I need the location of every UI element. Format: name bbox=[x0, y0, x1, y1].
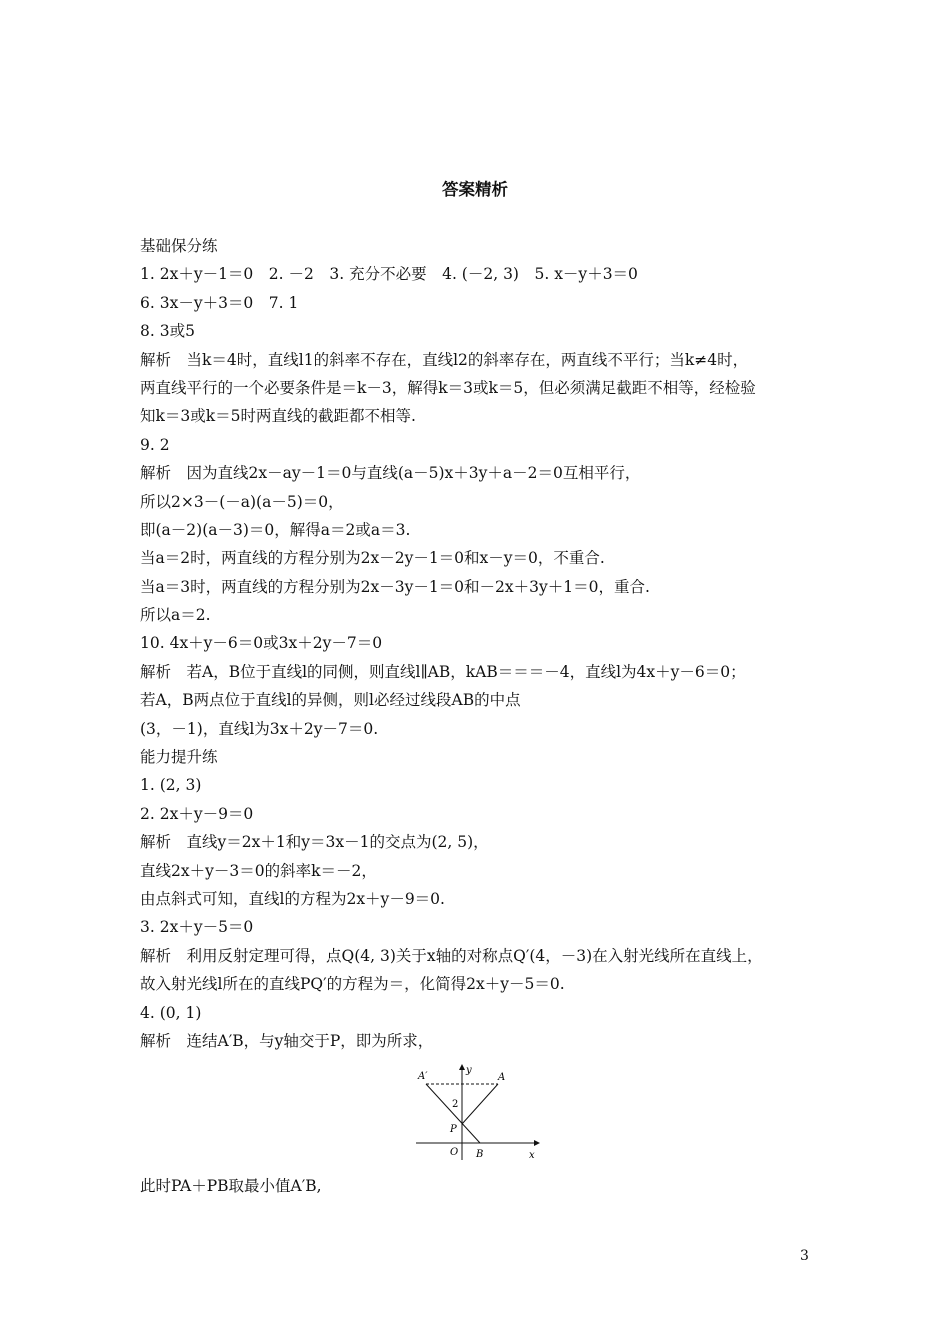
explanation-line: 解析 连结A′B，与y轴交于P，即为所求， bbox=[140, 1031, 434, 1050]
section-heading: 能力提升练 bbox=[140, 748, 218, 767]
explanation-line: (3，－1)，直线l为3x＋2y－7＝0. bbox=[140, 719, 379, 738]
explanation-line: 若A，B两点位于直线l的异侧，则l必经过线段AB的中点 bbox=[140, 691, 521, 710]
label-p: P bbox=[450, 1124, 457, 1135]
label-x-axis: x bbox=[529, 1150, 535, 1161]
page-title: 答案精析 bbox=[442, 180, 508, 199]
answer-line: 9. 2 bbox=[140, 435, 170, 454]
section-heading: 基础保分练 bbox=[140, 237, 218, 255]
answer-line: 6. 3x－y＋3＝0 7. 1 bbox=[140, 293, 299, 312]
explanation-line: 知k＝3或k＝5时两直线的截距都不相等. bbox=[140, 407, 416, 426]
explanation-line: 两直线平行的一个必要条件是＝k－3，解得k＝3或k＝5，但必须满足截距不相等，经检验 bbox=[140, 378, 756, 397]
explanation-line: 故入射光线l所在的直线PQ′的方程为＝，化简得2x＋y－5＝0. bbox=[140, 975, 565, 994]
answer-line: 1. (2, 3) bbox=[140, 776, 202, 795]
explanation-line: 所以2×3－(－a)(a－5)＝0， bbox=[140, 492, 344, 511]
explanation-line: 解析 利用反射定理可得，点Q(4, 3)关于x轴的对称点Q′(4，－3)在入射光线所在直线上， bbox=[140, 946, 763, 965]
explanation-line: 直线2x＋y－3＝0的斜率k＝－2， bbox=[140, 861, 377, 880]
explanation-line: 由点斜式可知，直线l的方程为2x＋y－9＝0. bbox=[140, 889, 445, 908]
answer-line: 1. 2x＋y－1＝0 2. －2 3. 充分不必要 4. (－2, 3) 5. x－y＋3＝0 bbox=[140, 265, 638, 284]
label-o: O bbox=[450, 1147, 459, 1158]
reflection-figure bbox=[412, 1062, 542, 1162]
conclusion-line: 此时PA＋PB取最小值A′B, bbox=[140, 1177, 322, 1195]
label-b: B bbox=[476, 1149, 484, 1160]
explanation-line: 所以a＝2. bbox=[140, 606, 211, 625]
label-a-prime: A′ bbox=[418, 1071, 428, 1082]
explanation-line: 当a＝3时，两直线的方程分别为2x－3y－1＝0和－2x＋3y＋1＝0，重合. bbox=[140, 577, 650, 596]
answer-text-block bbox=[140, 232, 820, 1055]
segment-a-p bbox=[462, 1084, 498, 1124]
answer-line: 8. 3或5 bbox=[140, 322, 195, 341]
explanation-line: 解析 若A，B位于直线l的同侧，则直线l∥AB，kAB＝＝＝－4，直线l为4x＋y－6＝0； bbox=[140, 662, 746, 681]
answer-line: 4. (0, 1) bbox=[140, 1003, 202, 1022]
answer-line: 3. 2x＋y－5＝0 bbox=[140, 918, 254, 937]
explanation-line: 即(a－2)(a－3)＝0，解得a＝2或a＝3. bbox=[140, 520, 411, 539]
explanation-line: 当a＝2时，两直线的方程分别为2x－2y－1＝0和x－y＝0，不重合. bbox=[140, 549, 605, 568]
label-two: 2 bbox=[452, 1099, 459, 1110]
label-y-axis: y bbox=[466, 1065, 472, 1076]
explanation-line: 解析 当k＝4时，直线l1的斜率不存在，直线l2的斜率存在，两直线不平行；当k≠4时， bbox=[140, 350, 749, 369]
label-a: A bbox=[498, 1072, 506, 1083]
explanation-line: 解析 因为直线2x－ay－1＝0与直线(a－5)x＋3y＋a－2＝0互相平行， bbox=[140, 464, 641, 483]
page-number: 3 bbox=[800, 1248, 809, 1264]
answer-line: 2. 2x＋y－9＝0 bbox=[140, 804, 254, 823]
explanation-line: 解析 直线y＝2x＋1和y＝3x－1的交点为(2, 5)， bbox=[140, 833, 489, 852]
answer-line: 10. 4x＋y－6＝0或3x＋2y－7＝0 bbox=[140, 634, 383, 653]
coordinate-diagram bbox=[412, 1062, 542, 1162]
